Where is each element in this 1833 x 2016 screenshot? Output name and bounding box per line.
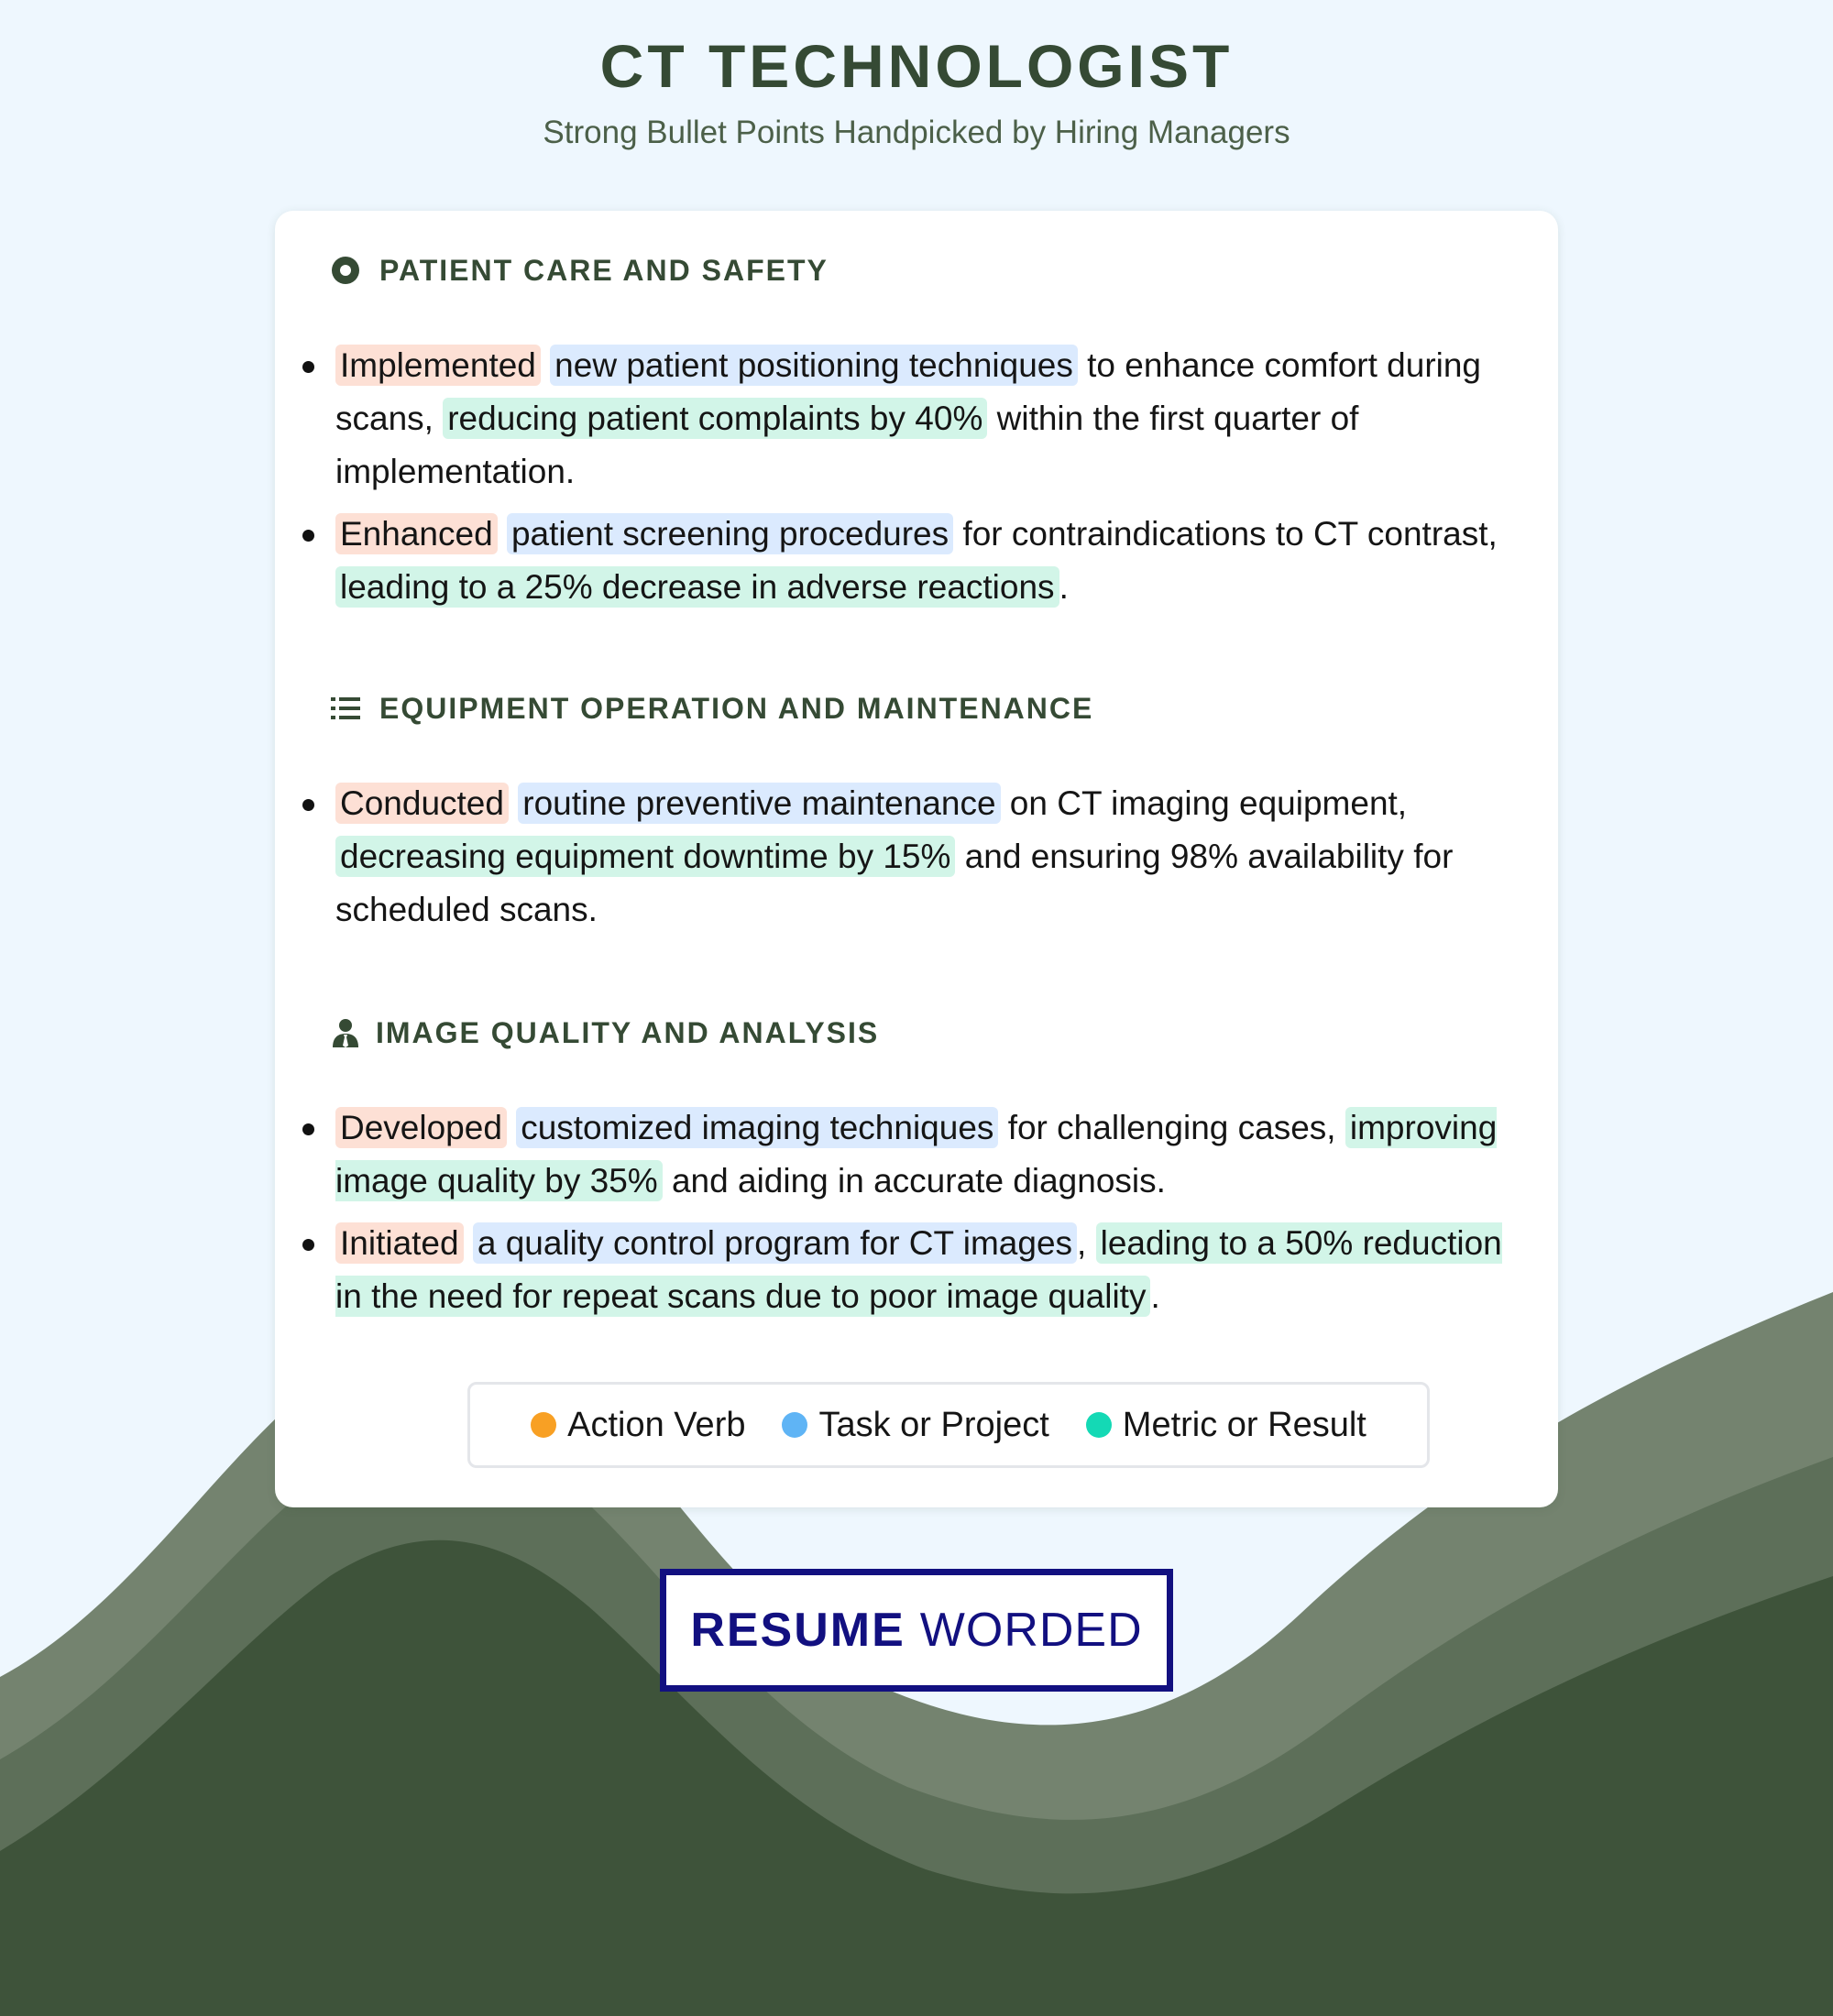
action-verb: Developed [335, 1107, 507, 1148]
task-or-project: routine preventive maintenance [518, 783, 1000, 824]
task-or-project: customized imaging techniques [516, 1107, 998, 1148]
bullet-list [275, 777, 1558, 946]
plain-text: for challenging cases, [1007, 1109, 1336, 1146]
metric-or-result: leading to a 25% decrease in adverse reactions [335, 566, 1059, 608]
action-verb: Enhanced [335, 513, 498, 554]
plain-text: , [1077, 1224, 1087, 1262]
task-or-project: new patient positioning techniques [550, 345, 1078, 386]
metric-or-result: improving image quality by 35% [335, 1109, 1498, 1200]
bullet-list [275, 1101, 1558, 1332]
resume-worded-logo[interactable] [660, 1569, 1173, 1692]
list-item [275, 508, 1558, 614]
plain-text: for contraindications to CT contrast, [962, 515, 1498, 553]
plain-text: within the first quarter of implementation. [335, 400, 1359, 490]
legend-label: Action Verb [567, 1405, 746, 1444]
plain-text: and ensuring 98% availability for scheduled scans. [335, 838, 1454, 928]
plain-text: to enhance comfort during scans, [335, 346, 1482, 437]
action-verb: Conducted [335, 783, 509, 824]
metric-or-result: leading to a 50% reduction in the need for repeat scans due to poor image quality [335, 1224, 1502, 1315]
plain-text: on CT imaging equipment, [1009, 784, 1408, 822]
section-header [330, 685, 1093, 731]
plain-text: and aiding in accurate diagnosis. [671, 1162, 1166, 1200]
bullet-points-card [275, 211, 1558, 1507]
brand-bold: RESUME [690, 1604, 906, 1657]
task-or-project: patient screening procedures [507, 513, 953, 554]
action-verb: Implemented [335, 345, 541, 386]
metric-or-result: decreasing equipment downtime by 15% [335, 836, 955, 877]
legend-item-metric-or-result [1086, 1406, 1367, 1445]
list-item [275, 339, 1558, 499]
section-title: EQUIPMENT OPERATION AND MAINTENANCE [379, 691, 1094, 725]
blue-dot-icon [782, 1412, 807, 1438]
metric-or-result: reducing patient complaints by 40% [443, 398, 987, 439]
target-icon [330, 255, 361, 286]
section-title: PATIENT CARE AND SAFETY [379, 253, 829, 287]
bullet-dot [302, 799, 314, 811]
orange-dot-icon [531, 1412, 556, 1438]
page-title: CT TECHNOLOGIST [599, 32, 1234, 100]
legend [467, 1382, 1430, 1468]
list-item [275, 1101, 1558, 1208]
user-tie-icon [330, 1017, 361, 1048]
plain-text: . [1059, 568, 1069, 606]
list-item [275, 777, 1558, 937]
teal-dot-icon [1086, 1412, 1112, 1438]
bullet-dot [302, 530, 314, 542]
action-verb: Initiated [335, 1222, 464, 1264]
bullet-dot [302, 1123, 314, 1135]
task-or-project: a quality control program for CT images [473, 1222, 1077, 1264]
section-header [330, 247, 829, 293]
bullet-dot [302, 1239, 314, 1251]
legend-label: Metric or Result [1122, 1405, 1367, 1444]
brand-regular: WORDED [919, 1604, 1143, 1657]
section-title: IMAGE QUALITY AND ANALYSIS [376, 1015, 880, 1049]
bullet-list [275, 339, 1558, 623]
legend-item-action-verb [531, 1406, 745, 1445]
list-icon [330, 693, 361, 724]
plain-text: . [1150, 1277, 1160, 1315]
list-item [275, 1217, 1558, 1323]
legend-item-task-or-project [782, 1406, 1048, 1445]
page-subtitle: Strong Bullet Points Handpicked by Hiring Managers [543, 115, 1290, 150]
legend-label: Task or Project [818, 1405, 1049, 1444]
section-header [330, 1010, 879, 1056]
bullet-dot [302, 361, 314, 373]
